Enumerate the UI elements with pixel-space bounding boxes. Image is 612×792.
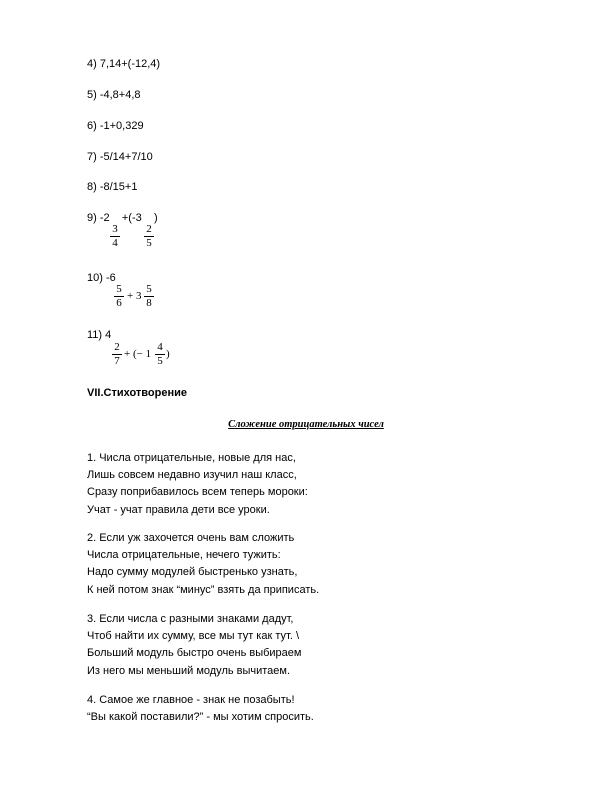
verse-line: Учат - учат правила дети все уроки.: [87, 503, 270, 516]
verse-line: Чтоб найти их сумму, все мы тут как тут. \: [87, 630, 299, 643]
verse-line: К ней потом знак “минус” взять да приписать.: [87, 583, 320, 596]
verse-line: “Вы какой поставили?” - мы хотим спросить.: [87, 711, 314, 724]
verse-line: Из него мы меньший модуль вычитаем.: [87, 664, 291, 677]
exercise-7: 7) -5/14+7/10: [87, 151, 153, 163]
exercise-9-fraction-1: 3 4: [110, 224, 120, 249]
exercise-4: 4) 7,14+(-12,4): [87, 58, 161, 70]
verse-line: 4. Самое же главное - знак не позабыть!: [87, 694, 295, 706]
poem-title: Сложение отрицательных чисел: [228, 419, 384, 430]
verse-line: 1. Числа отрицательные, новые для нас,: [87, 452, 296, 464]
exercise-9: 9) -2 +(-3 ): [87, 212, 158, 224]
exercise-11-end: ): [166, 348, 170, 360]
verse-line: Сразу поприбавилось всем теперь мороки:: [87, 486, 308, 499]
exercise-9-fraction-2: 2 5: [144, 224, 154, 249]
verse-line: Надо сумму модулей быстренько узнать,: [87, 566, 298, 579]
stanza-1: [87, 450, 308, 519]
exercise-10: 10) -6: [87, 272, 116, 284]
exercise-11-middle: + (− 1: [124, 348, 152, 360]
stanza-2: [87, 530, 319, 599]
verse-line: 3. Если числа с разными знаками дадут,: [87, 613, 294, 625]
exercise-10-fraction-1: 5 6: [114, 284, 124, 309]
exercise-8: 8) -8/15+1: [87, 181, 138, 193]
verse-line: Больший модуль быстро очень выбираем: [87, 647, 302, 660]
exercise-11: 11) 4: [87, 329, 112, 341]
verse-line: Лишь совсем недавно изучил наш класс,: [87, 469, 297, 482]
exercise-5: 5) -4,8+4,8: [87, 89, 141, 101]
exercise-10-fraction-2: 5 8: [144, 284, 154, 309]
stanza-4: [87, 692, 314, 726]
exercise-11-fraction-2: 4 5: [155, 342, 165, 367]
section-heading: VII.Стихотворение: [87, 387, 187, 399]
stanza-3: [87, 611, 301, 680]
exercise-6: 6) -1+0,329: [87, 120, 144, 132]
verse-line: 2. Если уж захочется очень вам сложить: [87, 532, 295, 544]
exercise-10-plus: + 3: [127, 290, 142, 302]
exercise-11-fraction-1: 2 7: [112, 342, 122, 367]
verse-line: Числа отрицательные, нечего тужить:: [87, 549, 281, 562]
